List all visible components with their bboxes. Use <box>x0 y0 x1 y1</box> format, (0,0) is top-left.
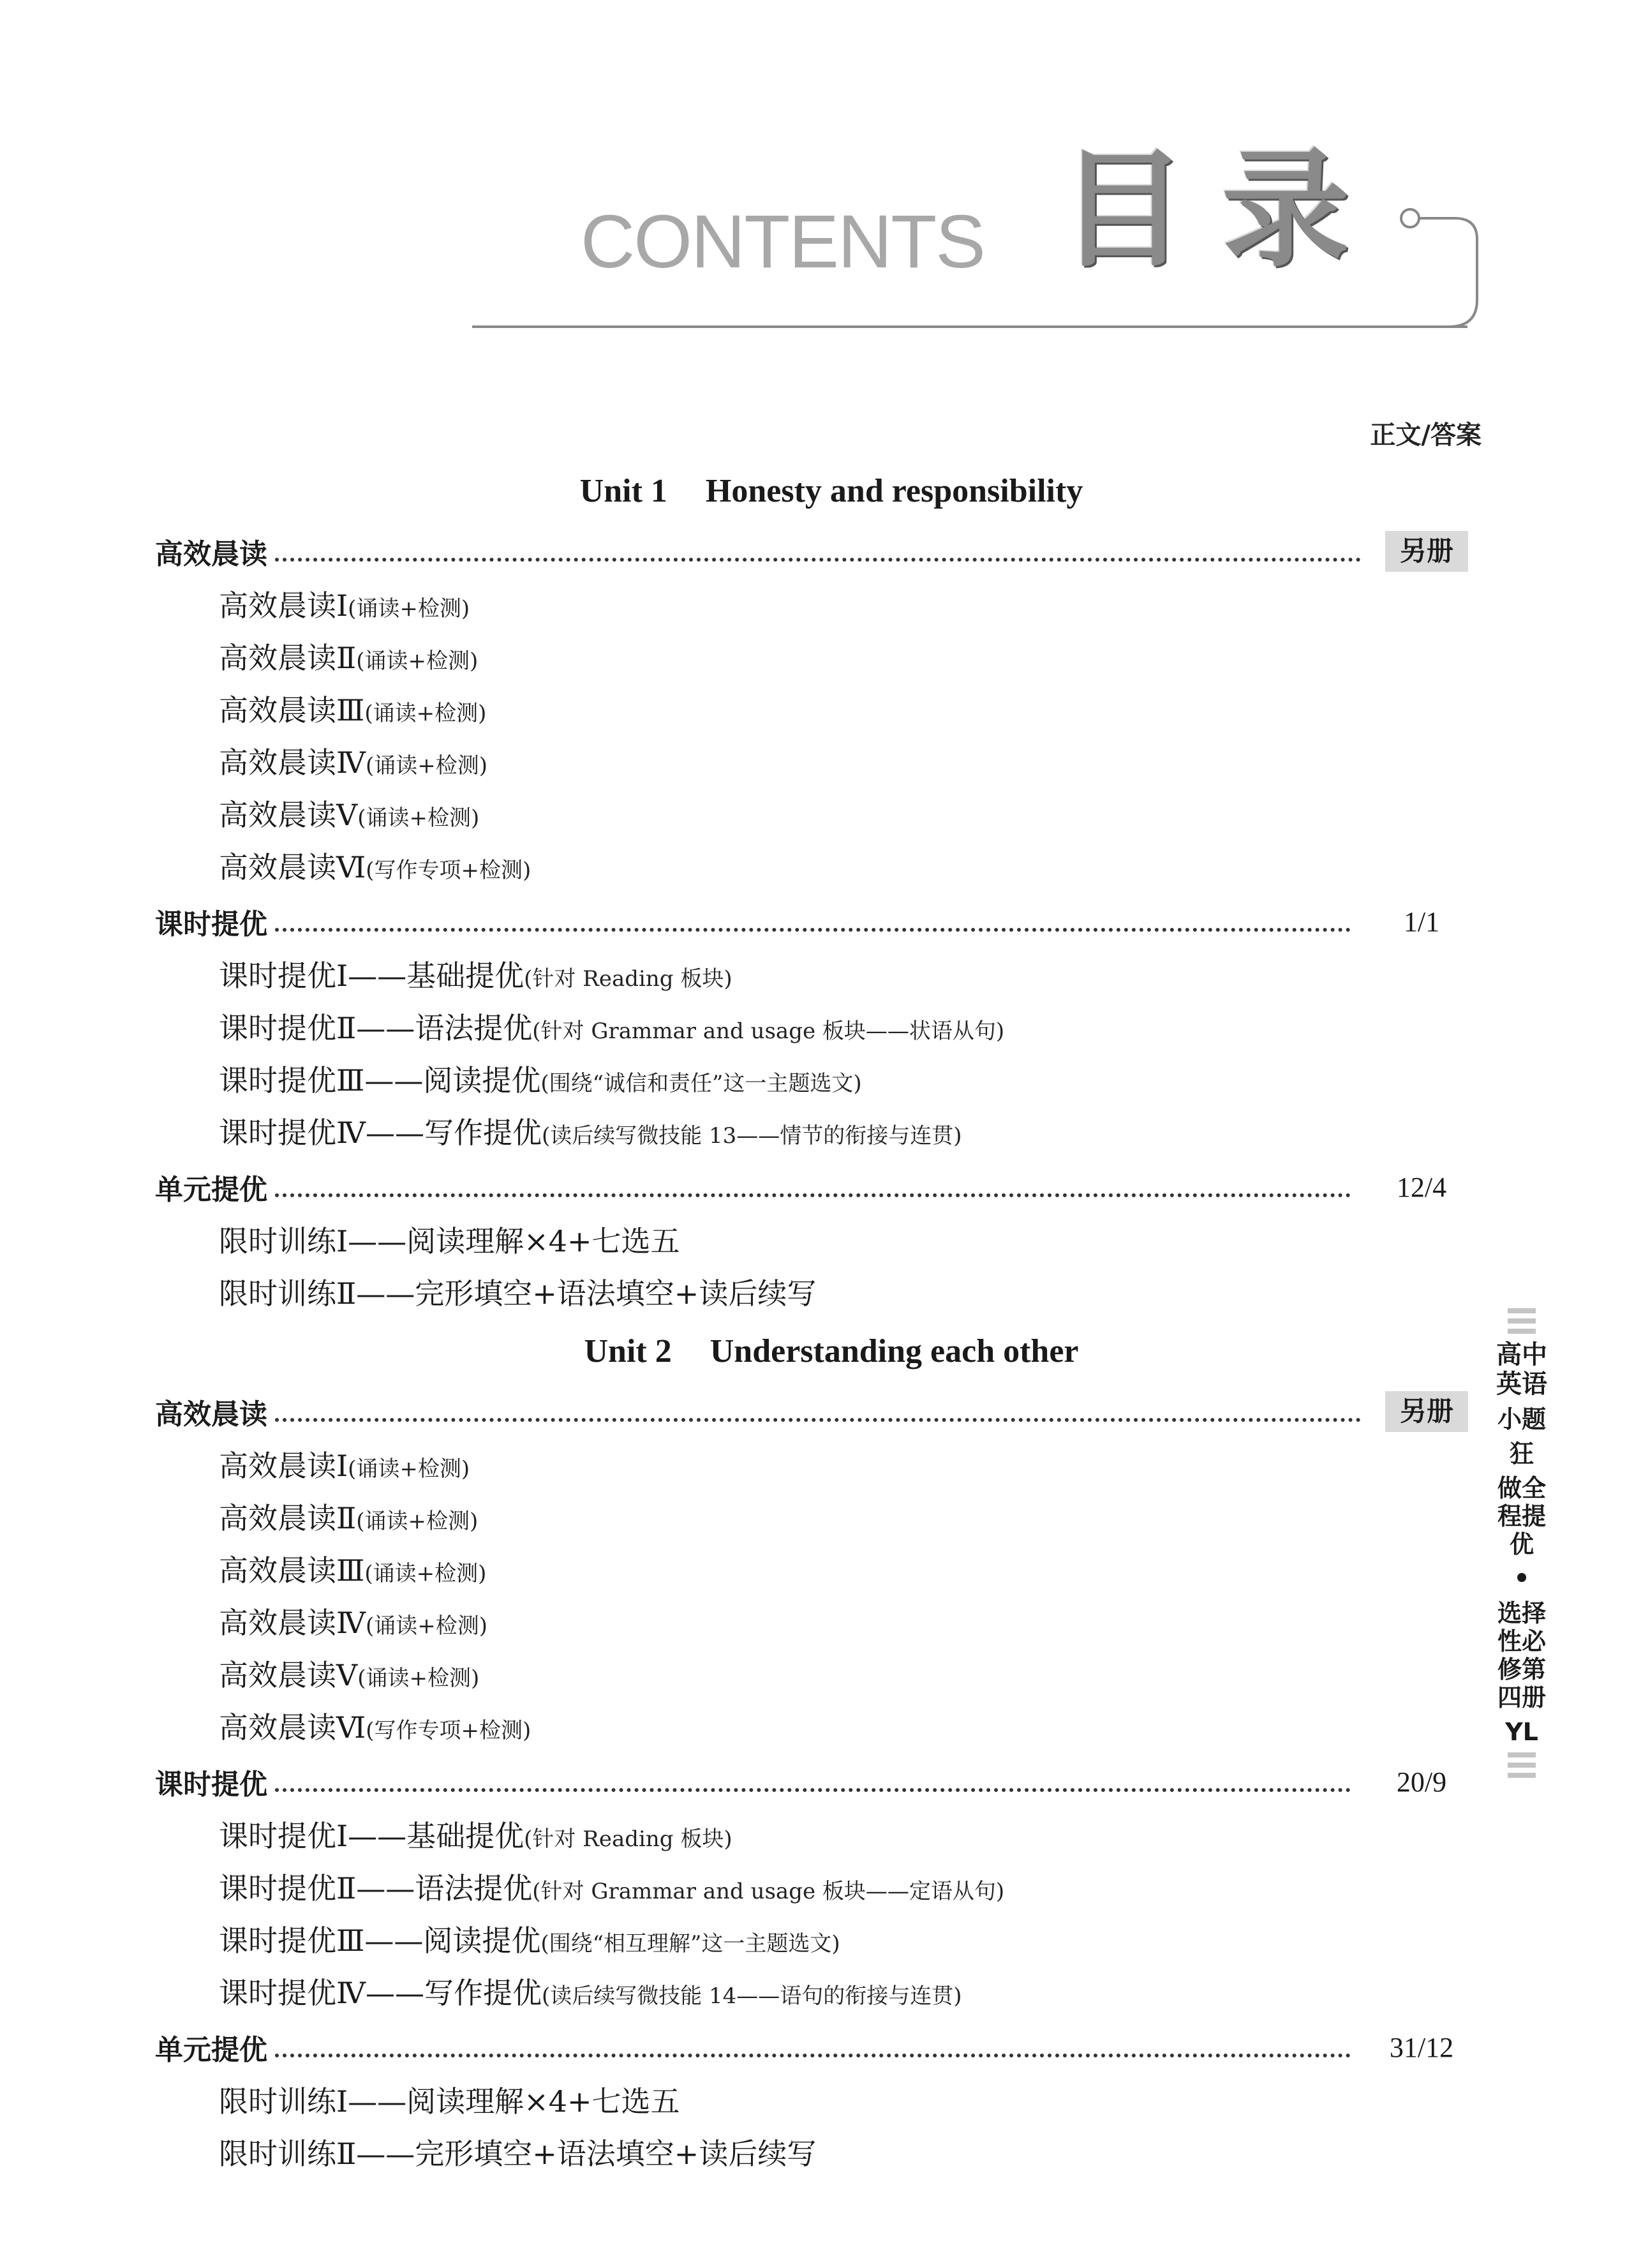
toc-item-note: (针对 Reading 板块) <box>524 1826 732 1852</box>
toc-item-title: 高效晨读Ⅴ <box>219 798 358 832</box>
toc-item-note: (围绕“诚信和责任”这一主题选文) <box>540 1071 862 1096</box>
contents-header <box>472 136 1493 338</box>
toc-item-note: (读后续写微技能 14——语句的衔接与连贯) <box>541 1983 962 2009</box>
toc-item[interactable] <box>155 841 1482 893</box>
toc-item-title: 课时提优Ⅰ——基础提优 <box>219 959 524 993</box>
side-edition: 选择性必修第四册 <box>1497 1599 1546 1712</box>
toc-item-title: 高效晨读Ⅱ <box>219 1501 357 1535</box>
toc-item-title: 课时提优Ⅲ——阅读提优 <box>219 1923 541 1958</box>
dot-leader <box>275 2047 1351 2057</box>
title-char-2: 录 <box>1222 136 1350 285</box>
toc-item-title: 高效晨读Ⅲ <box>219 1553 365 1588</box>
toc-item-note: (诵读+检测) <box>365 753 487 779</box>
toc-item-title: 课时提优Ⅱ——语法提优 <box>219 1871 533 1906</box>
toc-item[interactable] <box>155 1492 1482 1544</box>
toc-item-title: 课时提优Ⅳ——写作提优 <box>219 1976 542 2010</box>
toc-item-title: 高效晨读Ⅳ <box>219 1606 366 1640</box>
toc-section-row[interactable] <box>155 2019 1482 2075</box>
toc-item-note: (针对 Grammar and usage 板块——状语从句) <box>532 1018 1005 1044</box>
toc-item[interactable] <box>155 1267 1482 1320</box>
toc-item[interactable] <box>155 736 1482 789</box>
dot-leader <box>275 921 1351 932</box>
toc-item-note: (读后续写微技能 13——情节的衔接与连贯) <box>541 1123 962 1149</box>
toc-section-row[interactable] <box>155 1384 1482 1440</box>
toc-item-note: (诵读+检测) <box>357 1666 480 1691</box>
toc-item-note: (诵读+检测) <box>356 1509 479 1534</box>
toc-item-note: (诵读+检测) <box>348 1456 470 1482</box>
toc-item-note: (诵读+检测) <box>357 805 480 831</box>
unit-title: Honesty and responsibility <box>705 473 1083 509</box>
toc-section-row[interactable] <box>155 1159 1482 1215</box>
toc-item[interactable] <box>155 789 1482 841</box>
toc-item-title: 高效晨读Ⅳ <box>219 745 366 780</box>
unit-sections <box>155 523 1482 1320</box>
toc-item[interactable] <box>155 1701 1482 1754</box>
section-page: 另册 <box>1385 531 1468 572</box>
contents-word: CONTENTS <box>581 200 984 284</box>
toc-item[interactable] <box>155 579 1482 632</box>
side-brand-1: 小题 <box>1497 1405 1546 1433</box>
toc-item[interactable] <box>155 2128 1482 2180</box>
toc-item[interactable] <box>155 1544 1482 1597</box>
toc-item[interactable] <box>155 1054 1482 1107</box>
toc-item-title: 限时训练Ⅱ——完形填空+语法填空+读后续写 <box>219 2137 817 2171</box>
toc-item[interactable] <box>155 1597 1482 1649</box>
toc-item[interactable] <box>155 1914 1482 1967</box>
toc-item[interactable] <box>155 950 1482 1002</box>
toc-item-note: (围绕“相互理解”这一主题选文) <box>540 1931 840 1957</box>
unit-title: Understanding each other <box>709 1333 1079 1369</box>
toc-section-row[interactable] <box>155 893 1482 950</box>
section-page: 另册 <box>1385 1391 1468 1432</box>
toc-item-title: 高效晨读Ⅴ <box>219 1658 358 1692</box>
header-hook-line <box>1420 218 1477 327</box>
unit-number: Unit 2 <box>584 1333 672 1369</box>
toc-item-note: (诵读+检测) <box>364 1561 487 1586</box>
side-bars-bottom <box>1508 1752 1554 1778</box>
toc-item[interactable] <box>155 1649 1482 1701</box>
toc-item-note: (诵读+检测) <box>348 596 470 622</box>
toc-item-title: 高效晨读Ⅰ <box>219 1449 348 1483</box>
section-name: 单元提优 <box>155 1174 267 1206</box>
side-brand-2: 狂 <box>1509 1439 1534 1468</box>
toc-item-note: (诵读+检测) <box>365 1613 487 1639</box>
section-page: 20/9 <box>1396 1766 1447 1798</box>
toc-item[interactable] <box>155 2075 1482 2128</box>
toc-item-title: 课时提优Ⅲ——阅读提优 <box>219 1063 541 1098</box>
toc-section-row[interactable] <box>155 1754 1482 1810</box>
section-name: 单元提优 <box>155 2034 267 2066</box>
title-char-1: 目 <box>1059 136 1187 285</box>
section-page: 31/12 <box>1389 2031 1454 2063</box>
toc-item[interactable] <box>155 1440 1482 1492</box>
toc-item-title: 限时训练Ⅱ——完形填空+语法填空+读后续写 <box>219 1276 817 1311</box>
toc-item-title: 高效晨读Ⅲ <box>219 693 365 727</box>
toc-item-title: 课时提优Ⅳ——写作提优 <box>219 1115 542 1150</box>
toc-item[interactable] <box>155 1810 1482 1862</box>
section-page: 12/4 <box>1396 1171 1447 1203</box>
section-name: 课时提优 <box>155 908 267 941</box>
toc-item[interactable] <box>155 684 1482 736</box>
toc-item-note: (针对 Reading 板块) <box>524 966 732 992</box>
side-subject: 高中英语 <box>1496 1340 1547 1399</box>
side-strip <box>1496 1308 1554 1783</box>
toc-item-title: 高效晨读Ⅱ <box>219 641 357 675</box>
toc-item-note: (诵读+检测) <box>356 648 479 674</box>
toc-item-title: 课时提优Ⅱ——语法提优 <box>219 1011 533 1045</box>
toc-item[interactable] <box>155 1002 1482 1054</box>
toc-item-note: (诵读+检测) <box>364 701 487 726</box>
unit-block <box>155 459 1482 1320</box>
dot-leader <box>275 1187 1351 1197</box>
toc-item[interactable] <box>155 1215 1482 1267</box>
section-page: 1/1 <box>1403 906 1440 937</box>
toc-item-title: 高效晨读Ⅵ <box>219 850 366 884</box>
toc-item-note: (写作专项+检测) <box>366 858 531 883</box>
unit-sections <box>155 1384 1482 2180</box>
dot-leader <box>275 1782 1351 1792</box>
toc-item-title: 高效晨读Ⅵ <box>219 1710 366 1745</box>
unit-list <box>155 459 1482 2180</box>
toc-item[interactable] <box>155 1967 1482 2019</box>
toc-item-note: (针对 Grammar and usage 板块——定语从句) <box>532 1879 1005 1904</box>
toc-item[interactable] <box>155 1862 1482 1914</box>
unit-block <box>155 1320 1482 2180</box>
section-name: 高效晨读 <box>155 538 267 571</box>
toc-item[interactable] <box>155 632 1482 684</box>
section-name: 高效晨读 <box>155 1398 267 1431</box>
dot-leader <box>275 1412 1361 1422</box>
unit-number: Unit 1 <box>579 473 667 509</box>
toc-item-title: 限时训练Ⅰ——阅读理解×4+七选五 <box>219 1224 680 1258</box>
toc-item-title: 限时训练Ⅰ——阅读理解×4+七选五 <box>219 2084 680 2119</box>
section-name: 课时提优 <box>155 1768 267 1801</box>
toc-section-row[interactable] <box>155 523 1482 579</box>
unit-heading <box>181 459 1482 523</box>
side-publisher: YL <box>1505 1718 1538 1746</box>
toc-item-title: 高效晨读Ⅰ <box>219 588 348 623</box>
side-bars-top <box>1508 1308 1554 1334</box>
side-brand-3: 做全程提优 <box>1497 1474 1546 1558</box>
header-hook-circle <box>1401 209 1419 227</box>
dot-leader <box>275 551 1361 562</box>
toc-item-note: (写作专项+检测) <box>366 1718 531 1743</box>
column-label: 正文/答案 <box>1370 421 1482 450</box>
table-of-contents <box>155 459 1482 2180</box>
unit-heading <box>181 1320 1482 1384</box>
toc-item[interactable] <box>155 1107 1482 1159</box>
toc-item-title: 课时提优Ⅰ——基础提优 <box>219 1819 524 1853</box>
side-separator: • <box>1513 1563 1530 1593</box>
